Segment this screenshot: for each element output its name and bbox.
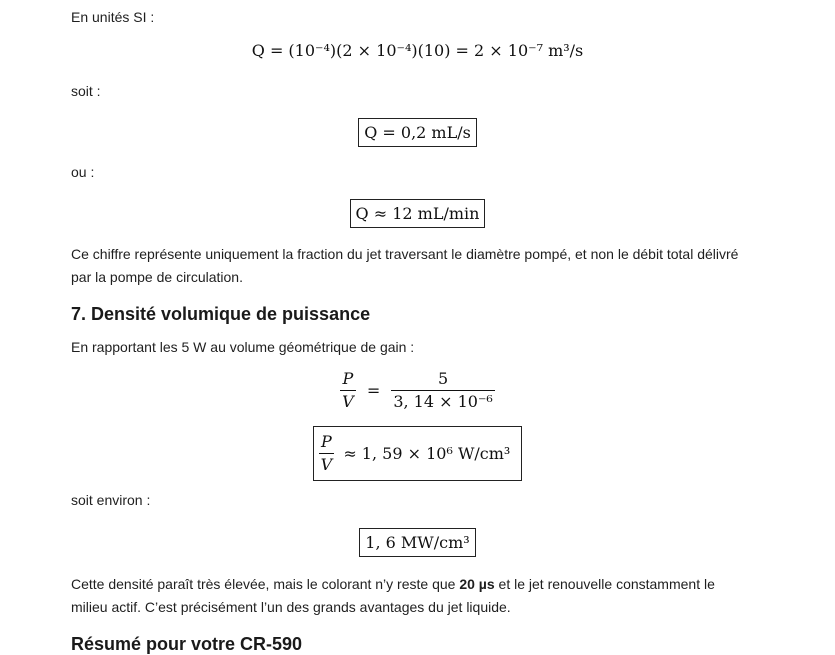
fraction-5-over-volume: $\frac{5}{\text{3, 14 × 10⁻⁶}}$ [393, 369, 493, 411]
section-heading-7: 7. Densité volumique de puissance [71, 304, 371, 324]
soit-environ-label: soit environ : [71, 492, 151, 508]
paragraph-fraction: Ce chiffre représente uniquement la fraction du jet traversant le diamètre pompé, et non le débit total délivré par la pompe de circulation. [71, 246, 739, 285]
section-heading-resume: Résumé pour votre CR-590 [71, 634, 303, 654]
boxed-result: Q = 0,2 mL/s [358, 118, 477, 147]
boxed-result: 1, 6 MW/cm³ [359, 528, 475, 557]
boxed-result: Q ≈ 12 mL/min [350, 199, 486, 228]
fraction-p-over-v: $\frac{P}{V}$ [320, 432, 333, 474]
bold-duration: 20 µs [459, 576, 495, 592]
equation-power-density [0, 368, 835, 413]
paragraph-densite: Cette densité paraît très élevée, mais le colorant n’y reste que 20 µs et le jet renouvelle constamment le milieu actif. C’est précisément l’un des grands avantages du jet liquide. [71, 576, 715, 615]
equation-flow-rate: Q = (10⁻⁴)(2 × 10⁻⁴)(10) = 2 × 10⁻⁷ m³/s [251, 41, 584, 60]
intro-si-text: En unités SI : [71, 9, 155, 25]
boxed-result: $\frac{P}{V}$ ≈ 1, 59 × 10⁶ W/cm³ [313, 426, 523, 481]
ou-label: ou : [71, 164, 95, 180]
paragraph-rapport: En rapportant les 5 W au volume géométrique de gain : [71, 339, 415, 355]
equals-sign: = [366, 381, 381, 400]
boxed-mw [0, 528, 835, 557]
boxed-power-density [0, 426, 835, 481]
boxed-flow-ml-min [0, 199, 835, 228]
boxed-flow-ml-s [0, 118, 835, 147]
soit-label: soit : [71, 83, 101, 99]
fraction-p-over-v: $\frac{P}{V}$ [342, 369, 354, 411]
